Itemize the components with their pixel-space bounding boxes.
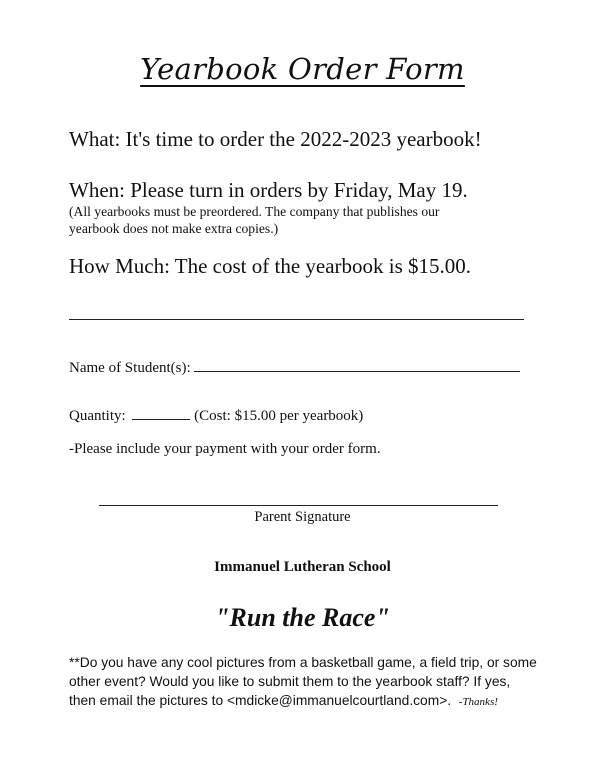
thanks-text: -Thanks! — [458, 696, 498, 708]
pictures-note — [69, 653, 539, 712]
school-motto: "Run the Race" — [215, 603, 390, 632]
parent-signature-label: Parent Signature — [254, 509, 351, 525]
school-name: Immanuel Lutheran School — [214, 559, 391, 575]
quantity-field[interactable] — [132, 405, 190, 420]
when-line: When: Please turn in orders by Friday, May 19. — [69, 178, 468, 202]
when-note-line-1: (All yearbooks must be preordered. The company that publishes our — [69, 204, 440, 219]
parent-signature-line[interactable] — [99, 505, 498, 506]
quantity-label: Quantity: — [69, 408, 126, 424]
payment-note: -Please include your payment with your order form. — [69, 441, 381, 457]
pictures-note-text: **Do you have any cool pictures from a basketball game, a field trip, or some other event? Would you like to submit them to the yearbook staff? If yes, then email the pictures to <mdicke@immanuelcourtland.com>. — [69, 655, 537, 708]
section-divider — [69, 319, 524, 320]
what-line: What: It's time to order the 2022-2023 yearbook! — [69, 127, 482, 151]
quantity-row — [69, 405, 363, 425]
student-name-row — [69, 357, 520, 377]
how-much-line: How Much: The cost of the yearbook is $15.00. — [69, 254, 472, 278]
student-name-label: Name of Student(s): — [69, 360, 191, 376]
student-name-field[interactable] — [194, 357, 520, 372]
form-title-text: Yearbook Order Form — [140, 52, 465, 86]
when-note-line-2: yearbook does not make extra copies.) — [69, 221, 279, 236]
form-title — [0, 52, 605, 86]
quantity-cost-text: (Cost: $15.00 per yearbook) — [194, 408, 364, 424]
